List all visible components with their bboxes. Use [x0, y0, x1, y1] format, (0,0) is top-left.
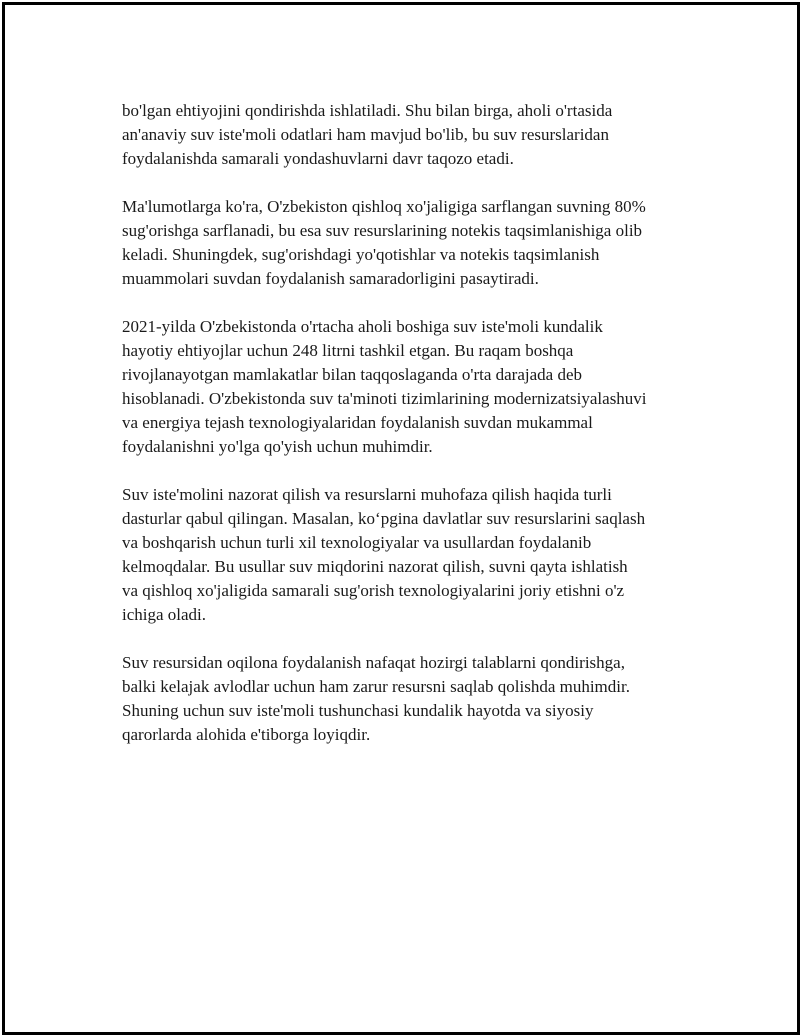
page-content: [122, 99, 692, 771]
page-frame: [2, 2, 800, 1035]
paragraph-conservation-programs: Suv iste'molini nazorat qilish va resurslarni muhofaza qilish haqida turli dasturlar qabul qilingan. Masalan, ko‘pgina davlatlar suv resurslarini saqlash va boshqarish uchun turli xil texnologiyalar va usullardan foydalanib kelmoqdalar. Bu usullar suv miqdorini nazorat qilish, suvni qayta ishlatish va qishloq xo'jaligida samarali sug'orish texnologiyalarini joriy etishni o'z ichiga oladi.: [122, 485, 646, 624]
paragraph-water-consumption-habits: bo'lgan ehtiyojini qondirishda ishlatiladi. Shu bilan birga, aholi o'rtasida an'anaviy suv iste'moli odatlari ham mavjud bo'lib, bu suv resurslaridan foydalanishda samarali yondashuvlarni davr taqozo etadi.: [122, 101, 613, 168]
paragraph-irrigation-statistics: Ma'lumotlarga ko'ra, O'zbekiston qishloq xo'jaligiga sarflangan suvning 80% sug'orishga sarflanadi, bu esa suv resurslarining notekis taqsimlanishiga olib keladi. Shuningdek, sug'orishdagi yo'qotishlar va notekis taqsimlanish muammolari suvdan foydalanish samaradorligini pasaytiradi.: [122, 197, 646, 288]
paragraph-2021-consumption: 2021-yilda O'zbekistonda o'rtacha aholi boshiga suv iste'moli kundalik hayotiy ehtiyojlar uchun 248 litrni tashkil etgan. Bu raqam boshqa rivojlanayotgan mamlakatlar bilan taqqoslaganda o'rta darajada deb hisoblanadi. O'zbekistonda suv ta'minoti tizimlarining modernizatsiyalashuvi va energiya tejash texnologiyalaridan foydalanish suvdan mukammal foydalanishni yo'lga qo'yish uchun muhimdir.: [122, 317, 647, 456]
paragraph-conclusion: Suv resursidan oqilona foydalanish nafaqat hozirgi talablarni qondirishga, balki kelajak avlodlar uchun ham zarur resursni saqlab qolishda muhimdir. Shuning uchun suv iste'moli tushunchasi kundalik hayotda va siyosiy qarorlarda alohida e'tiborga loyiqdir.: [122, 653, 630, 744]
